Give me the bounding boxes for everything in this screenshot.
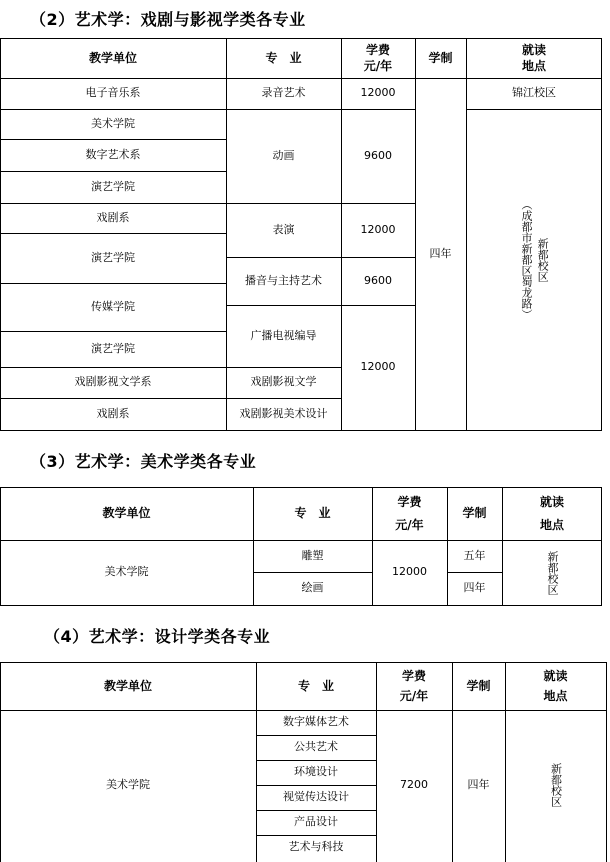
major-cell: 戏剧影视美术设计 xyxy=(239,406,328,420)
table-border xyxy=(606,662,607,862)
location-sub: （成都市新都区蜀龙路） xyxy=(520,199,533,320)
major-cell: 表演 xyxy=(272,222,295,236)
unit-cell: 电子音乐系 xyxy=(85,86,141,100)
major-cell: 公共艺术 xyxy=(294,740,338,754)
header-location-line2: 地点 xyxy=(543,689,568,703)
unit-cell: 演艺学院 xyxy=(91,341,135,355)
major-cell: 环境设计 xyxy=(294,765,338,779)
major-cell: 艺术与科技 xyxy=(288,840,344,854)
header-location-line2: 地点 xyxy=(521,59,546,73)
header-fee xyxy=(341,38,415,78)
unit-cell: 戏剧系 xyxy=(96,406,130,420)
unit-cell: 美术学院 xyxy=(91,116,135,130)
fee-cell: 9600 xyxy=(364,148,392,162)
unit-cell: 数字艺术系 xyxy=(85,147,141,161)
major-cell: 动画 xyxy=(272,148,295,162)
fee-cell: 12000 xyxy=(360,86,396,100)
section-2-title: （2）艺术学：戏剧与影视学类各专业 xyxy=(30,10,306,29)
table-border xyxy=(0,430,602,431)
header-location-line1: 就读 xyxy=(543,668,568,683)
header-location xyxy=(466,38,602,78)
location-cell: 锦江校区 xyxy=(512,86,556,100)
major-cell: 视觉传达设计 xyxy=(283,790,349,804)
header-major: 专 业 xyxy=(294,506,331,521)
header-major: 专 业 xyxy=(265,50,302,65)
fee-cell: 12000 xyxy=(360,222,396,236)
unit-cell: 传媒学院 xyxy=(91,299,135,313)
major-cell: 数字媒体艺术 xyxy=(283,715,349,729)
unit-cell: 演艺学院 xyxy=(91,250,135,264)
major-cell: 录音艺术 xyxy=(261,86,306,100)
location-cell xyxy=(502,540,602,605)
location-cell xyxy=(505,710,606,860)
fee-cell: 9600 xyxy=(364,273,392,287)
header-fee xyxy=(376,662,452,710)
unit-cell: 美术学院 xyxy=(106,777,150,791)
table-border xyxy=(0,605,602,606)
header-location-line1: 就读 xyxy=(521,42,546,57)
header-unit: 教学单位 xyxy=(102,506,151,521)
length-cell: 四年 xyxy=(463,581,486,595)
major-cell: 戏剧影视文学 xyxy=(250,375,317,389)
header-fee-line2: 元/年 xyxy=(395,517,424,532)
header-fee xyxy=(372,487,447,540)
fee-cell: 12000 xyxy=(392,565,427,579)
major-cell: 播音与主持艺术 xyxy=(245,273,322,287)
header-location-line1: 就读 xyxy=(539,495,564,510)
length-cell: 四年 xyxy=(429,246,452,260)
section-4-title: （4）艺术学：设计学类各专业 xyxy=(44,627,271,646)
unit-cell: 戏剧系 xyxy=(96,210,130,224)
header-fee-line2: 元/年 xyxy=(399,689,429,703)
location-main: 新都校区 xyxy=(549,763,563,807)
unit-cell: 戏剧影视文学系 xyxy=(74,375,152,389)
location-main: 新都校区 xyxy=(546,550,560,595)
header-fee-line1: 学费 xyxy=(401,668,426,683)
fee-cell: 7200 xyxy=(400,777,428,791)
header-major: 专 业 xyxy=(297,678,334,693)
section-3-title: （3）艺术学：美术学类各专业 xyxy=(30,452,257,471)
major-cell: 产品设计 xyxy=(294,815,338,829)
length-cell: 五年 xyxy=(463,548,486,562)
location-main: 新都校区 xyxy=(536,237,550,282)
header-location xyxy=(502,487,602,540)
header-fee-line1: 学费 xyxy=(397,495,422,510)
major-cell: 雕塑 xyxy=(301,548,324,562)
header-length: 学制 xyxy=(428,50,453,65)
header-length: 学制 xyxy=(462,506,487,521)
unit-cell: 美术学院 xyxy=(104,565,149,579)
header-location xyxy=(505,662,606,710)
location-cell xyxy=(466,109,602,430)
header-unit: 教学单位 xyxy=(103,678,152,693)
header-fee-line1: 学费 xyxy=(365,42,390,57)
fee-cell: 12000 xyxy=(360,360,396,374)
header-unit: 教学单位 xyxy=(88,50,137,65)
major-cell: 广播电视编导 xyxy=(250,328,317,342)
unit-cell: 演艺学院 xyxy=(91,179,135,193)
length-cell: 四年 xyxy=(467,777,490,791)
header-fee-line2: 元/年 xyxy=(363,59,393,73)
header-location-line2: 地点 xyxy=(539,517,564,532)
major-cell: 绘画 xyxy=(301,581,324,595)
header-length: 学制 xyxy=(466,678,491,693)
